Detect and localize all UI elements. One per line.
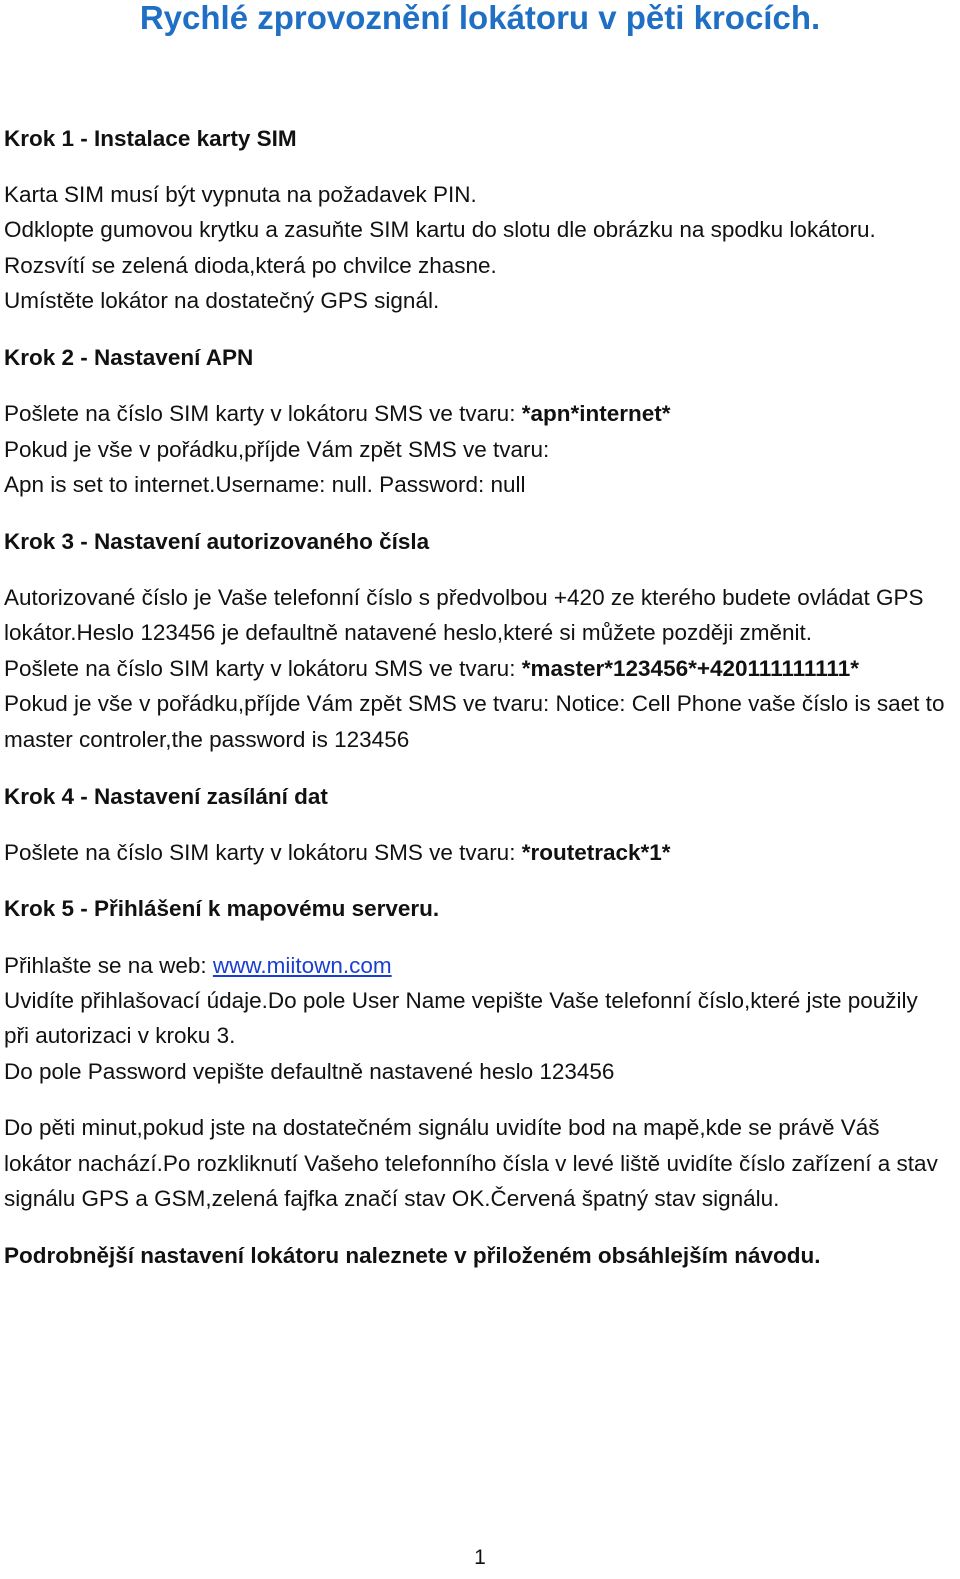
step5-line: Uvidíte přihlašovací údaje.Do pole User Name vepište Vaše telefonní číslo,které jste použily <box>4 988 918 1013</box>
info-line: signálu GPS a GSM,zelená fajfka značí stav OK.Červená špatný stav signálu. <box>4 1186 780 1211</box>
step4-send-line <box>4 838 960 868</box>
step2-reply-line: Pokud je vše v pořádku,příjde Vám zpět SMS ve tvaru: <box>4 437 550 462</box>
step4-heading: Krok 4 - Nastavení zasílání dat <box>4 784 328 809</box>
step1-line: Rozsvítí se zelená dioda,která po chvilce zhasne. <box>4 253 497 278</box>
info-line: Do pěti minut,pokud jste na dostatečném signálu uvidíte bod na mapě,kde se právě Váš <box>4 1115 880 1140</box>
step5-login-prefix: Přihlašte se na web: <box>4 953 213 978</box>
step3-line: lokátor.Heslo 123456 je defaultně natavené heslo,které si můžete později změnit. <box>4 620 813 645</box>
step3-send-prefix: Pošlete na číslo SIM karty v lokátoru SMS ve tvaru: <box>4 656 522 681</box>
step5-login-line <box>4 951 960 981</box>
step3-reply-line: master controler,the password is 123456 <box>4 727 410 752</box>
step2-reply-text: Apn is set to internet.Username: null. Password: null <box>4 472 526 497</box>
step4-send-prefix: Pošlete na číslo SIM karty v lokátoru SMS ve tvaru: <box>4 840 522 865</box>
step1-line: Odklopte gumovou krytku a zasuňte SIM kartu do slotu dle obrázku na spodku lokátoru. <box>4 217 876 242</box>
step2-send-prefix: Pošlete na číslo SIM karty v lokátoru SMS ve tvaru: <box>4 401 522 426</box>
step4-command: *routetrack*1* <box>521 840 671 865</box>
step2-command: *apn*internet* <box>521 401 671 426</box>
step1-heading: Krok 1 - Instalace karty SIM <box>4 126 297 151</box>
page-number: 1 <box>474 1546 486 1569</box>
step2-heading: Krok 2 - Nastavení APN <box>4 345 254 370</box>
info-line: lokátor nachází.Po rozkliknutí Vašeho telefonního čísla v levé liště uvidíte číslo zařízení a stav <box>4 1151 938 1176</box>
document-title: Rychlé zprovoznění lokátoru v pěti krocích. <box>139 0 821 36</box>
step1-line: Karta SIM musí být vypnuta na požadavek PIN. <box>4 182 477 207</box>
miitown-link[interactable]: www.miitown.com <box>212 953 392 978</box>
step3-line: Autorizované číslo je Vaše telefonní číslo s předvolbou +420 ze kterého budete ovládat GPS <box>4 585 924 610</box>
final-note: Podrobnější nastavení lokátoru naleznete v přiloženém obsáhlejším návodu. <box>4 1243 821 1268</box>
step1-line: Umístěte lokátor na dostatečný GPS signál. <box>4 288 440 313</box>
step3-send-line <box>4 654 960 684</box>
step5-heading: Krok 5 - Přihlášení k mapovému serveru. <box>4 896 440 921</box>
step2-send-line <box>4 399 960 429</box>
step5-line: Do pole Password vepište defaultně nastavené heslo 123456 <box>4 1059 615 1084</box>
step3-heading: Krok 3 - Nastavení autorizovaného čísla <box>4 529 430 554</box>
step3-reply-line: Pokud je vše v pořádku,příjde Vám zpět SMS ve tvaru: Notice: Cell Phone vaše číslo is saet to <box>4 691 945 716</box>
step5-line: při autorizaci v kroku 3. <box>4 1023 236 1048</box>
step3-command: *master*123456*+420111111111* <box>521 656 859 681</box>
